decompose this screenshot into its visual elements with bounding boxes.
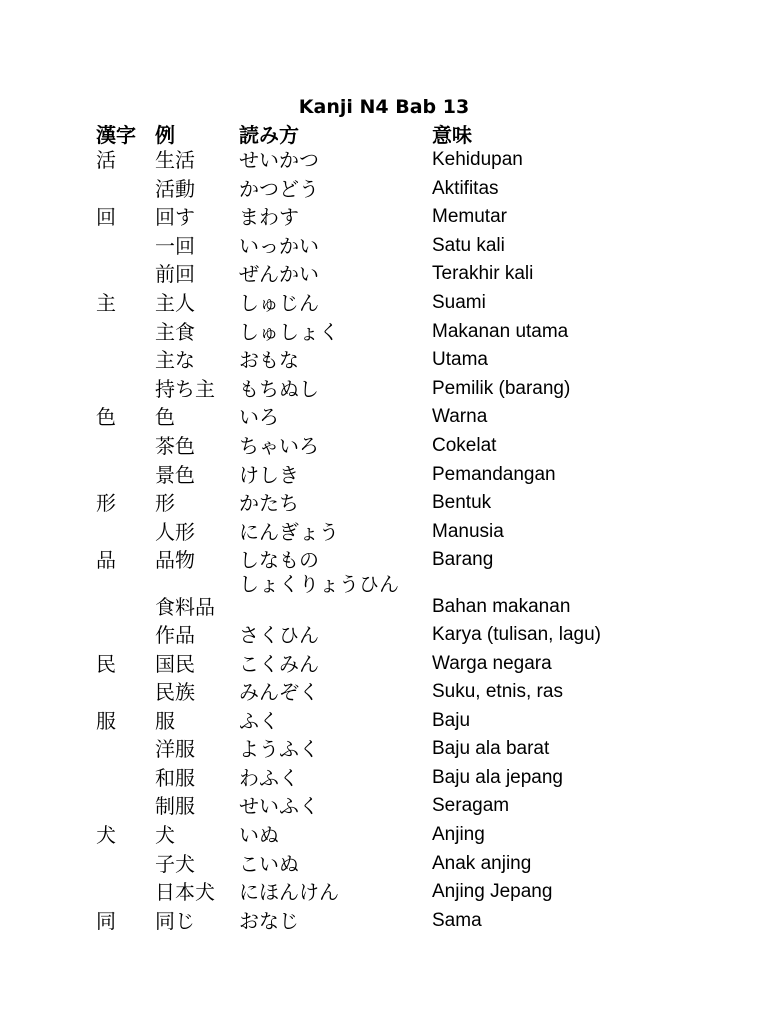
table-row	[0, 546, 768, 575]
kanji-cell: 品	[96, 548, 116, 573]
table-row	[0, 432, 768, 461]
example-cell: 景色	[155, 462, 195, 487]
example-cell: 子犬	[155, 851, 195, 876]
example-cell: 日本犬	[155, 880, 215, 905]
example-cell: 回す	[155, 205, 195, 230]
reading-cell: いろ	[239, 405, 279, 430]
header-kanji: 漢字	[96, 123, 136, 147]
reading-cell: ちゃいろ	[239, 433, 319, 458]
meaning-cell: Aktifitas	[432, 177, 499, 199]
example-cell: 制服	[155, 794, 195, 819]
meaning-cell: Anak anjing	[432, 852, 532, 874]
reading-cell: にんぎょう	[239, 519, 339, 544]
vocab-table	[0, 146, 768, 935]
reading-cell: かたち	[239, 491, 299, 516]
table-row	[0, 571, 768, 621]
example-cell: 人形	[155, 519, 195, 544]
reading-cell: まわす	[239, 205, 299, 230]
meaning-cell: Makanan utama	[432, 320, 569, 342]
reading-cell: しゅしょく	[239, 319, 339, 344]
reading-cell: みんぞく	[239, 680, 319, 705]
table-row	[0, 878, 768, 907]
reading-cell: ふく	[239, 708, 279, 733]
table-row	[0, 175, 768, 204]
header-meaning: 意味	[432, 123, 472, 147]
example-cell: 国民	[155, 651, 195, 676]
table-row	[0, 821, 768, 850]
meaning-cell: Satu kali	[432, 234, 505, 256]
example-cell: 主な	[155, 348, 195, 373]
table-row	[0, 289, 768, 318]
meaning-cell: Cokelat	[432, 434, 497, 456]
table-row	[0, 346, 768, 375]
table-row	[0, 907, 768, 936]
reading-cell: おなじ	[239, 908, 299, 933]
table-row	[0, 489, 768, 518]
example-cell: 生活	[155, 148, 195, 172]
page-title: Kanji N4 Bab 13	[298, 96, 470, 118]
table-row	[0, 232, 768, 261]
meaning-cell: Suami	[432, 291, 486, 313]
reading-cell: こいぬ	[239, 851, 299, 876]
meaning-cell: Karya (tulisan, lagu)	[432, 623, 601, 645]
meaning-cell: Pemilik (barang)	[432, 377, 571, 399]
table-row	[0, 764, 768, 793]
reading-cell: わふく	[239, 765, 299, 790]
example-cell: 犬	[155, 823, 175, 848]
reading-cell: せいふく	[239, 794, 319, 819]
meaning-cell: Baju ala barat	[432, 738, 550, 760]
example-cell: 色	[155, 405, 175, 430]
meaning-cell: Barang	[432, 549, 494, 571]
meaning-cell: Anjing Jepang	[432, 881, 553, 903]
meaning-cell: Bahan makanan	[432, 595, 571, 617]
meaning-cell: Manusia	[432, 520, 504, 542]
example-cell: 前回	[155, 262, 195, 287]
header-reading: 読み方	[239, 123, 299, 147]
table-row	[0, 375, 768, 404]
example-cell: 茶色	[155, 433, 195, 458]
table-header	[0, 121, 768, 147]
reading-cell: いっかい	[239, 233, 319, 258]
kanji-cell: 回	[96, 205, 116, 230]
example-cell: 食料品	[155, 594, 215, 619]
example-cell: 作品	[155, 622, 195, 647]
reading-cell: しゅじん	[239, 290, 319, 315]
table-row	[0, 707, 768, 736]
reading-cell: かつどう	[239, 176, 319, 201]
meaning-cell: Anjing	[432, 824, 485, 846]
example-cell: 品物	[155, 548, 195, 573]
reading-cell: こくみん	[239, 651, 319, 676]
table-row	[0, 518, 768, 547]
meaning-cell: Warga negara	[432, 652, 552, 674]
example-cell: 服	[155, 708, 175, 733]
meaning-cell: Pemandangan	[432, 463, 556, 485]
example-cell: 一回	[155, 233, 195, 258]
example-cell: 和服	[155, 765, 195, 790]
meaning-cell: Baju	[432, 709, 471, 731]
table-row	[0, 678, 768, 707]
kanji-cell: 活	[96, 148, 116, 172]
kanji-cell: 主	[96, 290, 116, 315]
table-row	[0, 403, 768, 432]
table-row	[0, 650, 768, 679]
reading-cell: いぬ	[239, 823, 279, 848]
table-row	[0, 792, 768, 821]
table-row	[0, 203, 768, 232]
kanji-cell: 民	[96, 651, 116, 676]
reading-cell: にほんけん	[239, 880, 339, 905]
kanji-cell: 同	[96, 908, 116, 933]
example-cell: 形	[155, 491, 175, 516]
meaning-cell: Kehidupan	[432, 149, 523, 170]
example-cell: 持ち主	[155, 376, 215, 401]
header-example: 例	[155, 123, 175, 147]
reading-cell: ようふく	[239, 737, 319, 762]
reading-cell: ぜんかい	[239, 262, 319, 287]
meaning-cell: Seragam	[432, 795, 510, 817]
reading-cell: しょくりょうひん	[239, 571, 399, 596]
meaning-cell: Warna	[432, 406, 488, 428]
meaning-cell: Sama	[432, 909, 482, 931]
reading-cell: けしき	[239, 462, 299, 487]
table-row	[0, 146, 768, 175]
example-cell: 主人	[155, 290, 195, 315]
table-row	[0, 461, 768, 490]
meaning-cell: Baju ala jepang	[432, 766, 563, 788]
table-row	[0, 260, 768, 289]
meaning-cell: Bentuk	[432, 492, 492, 514]
table-row	[0, 850, 768, 879]
example-cell: 民族	[155, 680, 195, 705]
table-row	[0, 318, 768, 347]
kanji-cell: 形	[96, 491, 116, 516]
meaning-cell: Utama	[432, 349, 488, 371]
table-row	[0, 621, 768, 650]
kanji-cell: 犬	[96, 823, 116, 848]
meaning-cell: Memutar	[432, 206, 507, 228]
reading-cell: せいかつ	[239, 148, 319, 172]
example-cell: 同じ	[155, 908, 195, 933]
reading-cell: しなもの	[239, 548, 319, 573]
example-cell: 主食	[155, 319, 195, 344]
reading-cell: もちぬし	[239, 376, 319, 401]
meaning-cell: Suku, etnis, ras	[432, 681, 563, 703]
kanji-cell: 服	[96, 708, 116, 733]
table-row	[0, 735, 768, 764]
example-cell: 洋服	[155, 737, 195, 762]
example-cell: 活動	[155, 176, 195, 201]
reading-cell: おもな	[239, 348, 299, 373]
reading-cell: さくひん	[239, 622, 319, 647]
kanji-cell: 色	[96, 405, 116, 430]
meaning-cell: Terakhir kali	[432, 263, 534, 285]
